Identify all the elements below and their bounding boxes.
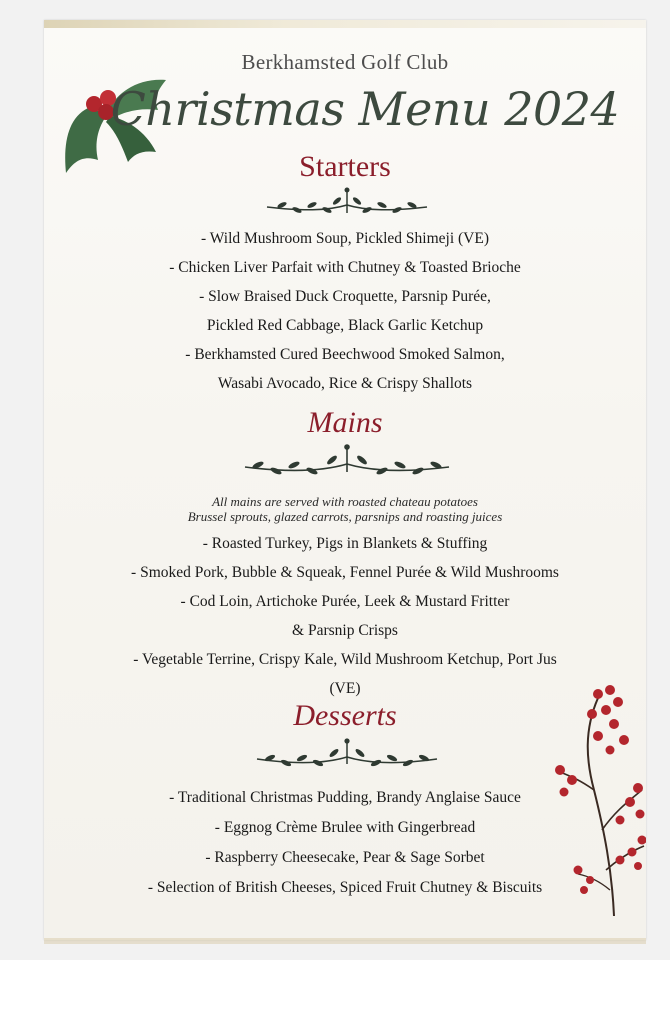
dessert-line: - Traditional Christmas Pudding, Brandy Anglaise Sauce (169, 789, 521, 806)
starter-line: Pickled Red Cabbage, Black Garlic Ketchup (206, 317, 484, 334)
menu-title: Christmas Menu 2024 (110, 82, 620, 136)
main-line: - Cod Loin, Artichoke Purée, Leek & Mustard Fritter (180, 593, 510, 610)
main-line: - Smoked Pork, Bubble & Squeak, Fennel Purée & Wild Mushrooms (131, 564, 559, 581)
main-line: & Parsnip Crisps (292, 622, 398, 639)
dessert-line: - Raspberry Cheesecake, Pear & Sage Sorbet (205, 849, 485, 866)
starter-line: - Berkhamsted Cured Beechwood Smoked Salmon, (185, 346, 505, 363)
divider-ornament-icon (262, 185, 432, 219)
club-name: Berkhamsted Golf Club (241, 50, 449, 74)
desserts-heading: Desserts (293, 699, 397, 732)
starter-line: - Chicken Liver Parfait with Chutney & Toasted Brioche (169, 259, 521, 276)
divider-ornament-icon (252, 736, 442, 772)
starter-line: Wasabi Avocado, Rice & Crispy Shallots (217, 375, 473, 392)
main-line: (VE) (329, 680, 361, 697)
page-edge (44, 938, 646, 944)
dessert-line: - Selection of British Cheeses, Spiced Fruit Chutney & Biscuits (147, 879, 543, 896)
starter-line: - Slow Braised Duck Croquette, Parsnip Purée, (199, 288, 491, 305)
berry-branch-icon (554, 680, 646, 920)
starter-line: - Wild Mushroom Soup, Pickled Shimeji (VE) (201, 230, 489, 247)
dessert-line: - Eggnog Crème Brulee with Gingerbread (214, 819, 476, 836)
divider-ornament-icon (240, 442, 454, 480)
menu-page (44, 20, 646, 940)
main-line: - Roasted Turkey, Pigs in Blankets & Stuffing (202, 535, 488, 552)
mains-note: Brussel sprouts, glazed carrots, parsnips and roasting juices (187, 509, 503, 524)
mains-note: All mains are served with roasted chateau potatoes (212, 494, 478, 509)
main-line: - Vegetable Terrine, Crispy Kale, Wild Mushroom Ketchup, Port Jus (133, 651, 557, 668)
mains-heading: Mains (307, 406, 383, 439)
starters-heading: Starters (299, 150, 391, 183)
